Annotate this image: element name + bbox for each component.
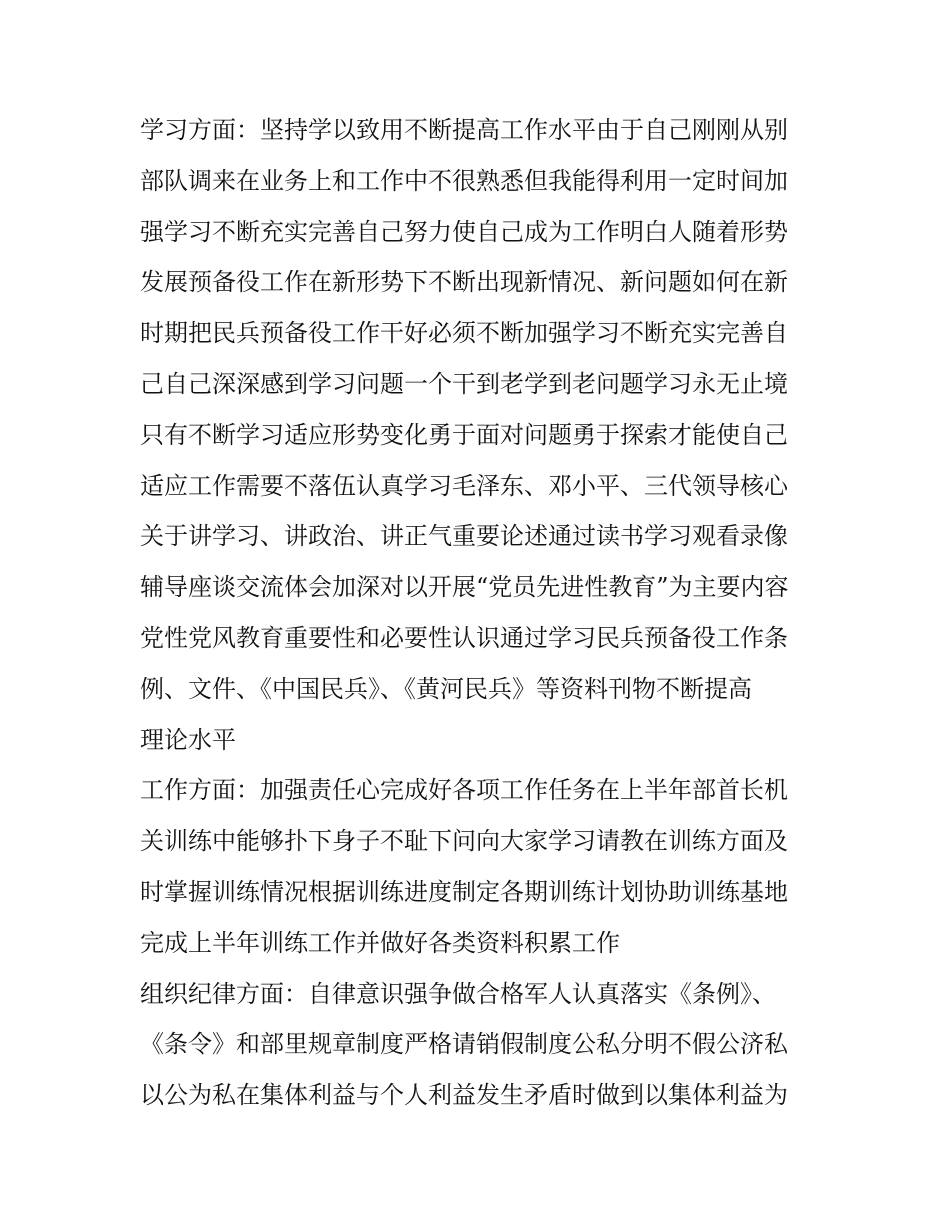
text-line: 例、文件、《中国民兵》、《黄河民兵》等资料刊物不断提高 [140, 674, 752, 703]
text-line: 辅导座谈交流体会加深对以开展“党员先进性教育”为主要内容 [140, 573, 789, 602]
text-line: 己自己深深感到学习问题一个干到老学到老问题学习永无止境 [140, 369, 788, 398]
text-line: 关训练中能够扑下身子不耻下问向大家学习请教在训练方面及 [140, 827, 788, 856]
text-line: 发展预备役工作在新形势下不断出现新情况、新问题如何在新 [140, 268, 788, 297]
text-line: 部队调来在业务上和工作中不很熟悉但我能得利用一定时间加 [140, 166, 788, 195]
text-line: 《条令》和部里规章制度严格请销假制度公私分明不假公济私 [140, 1030, 788, 1059]
text-line: 时掌握训练情况根据训练进度制定各期训练计划协助训练基地 [140, 877, 788, 906]
text-line: 只有不断学习适应形势变化勇于面对问题勇于探索才能使自己 [140, 420, 788, 449]
text-line: 强学习不断充实完善自己努力使自己成为工作明白人随着形势 [140, 217, 788, 246]
text-line: 理论水平 [140, 725, 236, 754]
text-line: 以公为私在集体利益与个人利益发生矛盾时做到以集体利益为 [140, 1081, 788, 1110]
text-line: 组织纪律方面：自律意识强争做合格军人认真落实《条例》、 [140, 979, 776, 1008]
text-line: 适应工作需要不落伍认真学习毛泽东、邓小平、三代领导核心 [140, 471, 788, 500]
text-line: 完成上半年训练工作并做好各类资料积累工作 [140, 928, 620, 957]
text-line: 工作方面：加强责任心完成好各项工作任务在上半年部首长机 [140, 776, 788, 805]
text-line: 学习方面：坚持学以致用不断提高工作水平由于自己刚刚从别 [140, 116, 788, 144]
text-line: 党性党风教育重要性和必要性认识通过学习民兵预备役工作条 [140, 623, 788, 652]
text-line: 时期把民兵预备役工作干好必须不断加强学习不断充实完善自 [140, 319, 788, 348]
body-text [140, 105, 820, 1121]
text-line: 关于讲学习、讲政治、讲正气重要论述通过读书学习观看录像 [140, 522, 788, 551]
